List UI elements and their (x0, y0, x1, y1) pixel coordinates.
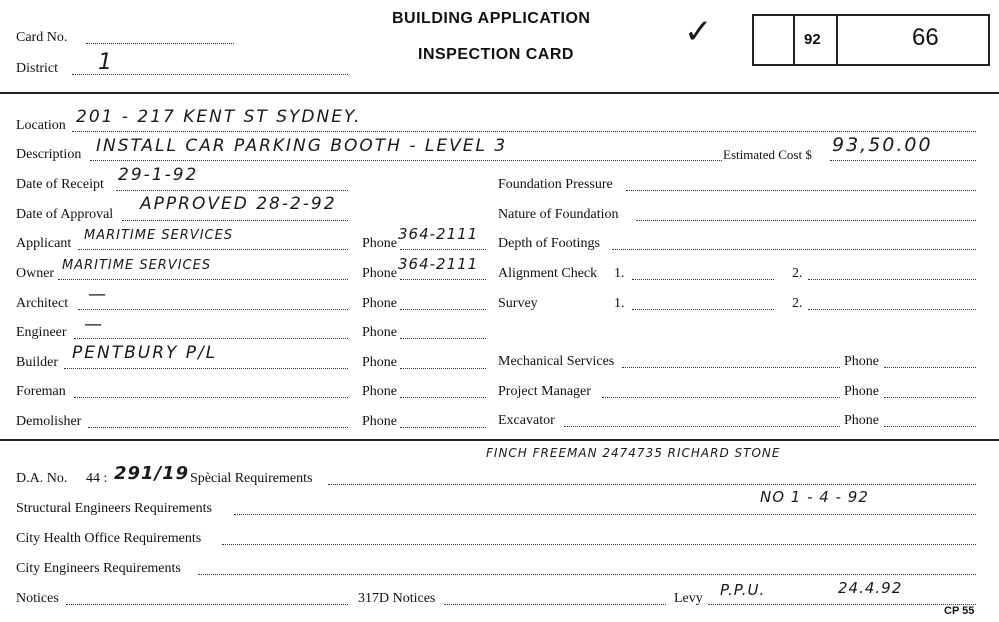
date-receipt-value: 29-1-92 (118, 165, 199, 185)
engineer-phone-label: Phone (362, 325, 397, 340)
estimated-cost-field (830, 160, 976, 161)
city-health-label: City Health Office Requirements (16, 531, 202, 546)
box-divider (793, 14, 795, 66)
applicant-value: MARITIME SERVICES (84, 228, 234, 243)
engineer-field (74, 338, 348, 339)
card-title-line1: BUILDING APPLICATION (392, 10, 591, 27)
city-engineers-field (198, 574, 976, 575)
architect-phone-label: Phone (362, 296, 397, 311)
date-approval-label: Date of Approval (16, 207, 114, 222)
demolisher-label: Demolisher (16, 414, 82, 429)
structural-engineers-field (234, 514, 976, 515)
foreman-phone-label: Phone (362, 384, 397, 399)
levy-label: Levy (674, 591, 703, 606)
alignment-1-label: 1. (614, 266, 625, 281)
nature-foundation-label: Nature of Foundation (498, 207, 619, 222)
date-approval-value: APPROVED 28-2-92 (140, 194, 337, 214)
location-field (72, 131, 976, 132)
mechanical-services-label: Mechanical Services (498, 354, 615, 369)
project-manager-phone-field (884, 397, 976, 398)
description-value: INSTALL CAR PARKING BOOTH - LEVEL 3 (96, 136, 508, 156)
box-divider (836, 14, 838, 66)
survey-2-label: 2. (792, 296, 803, 311)
foreman-field (74, 397, 348, 398)
depth-footings-field (612, 249, 976, 250)
district-label: District (16, 61, 58, 76)
owner-field (58, 279, 348, 280)
city-engineers-label: City Engineers Requirements (16, 561, 181, 576)
alignment-1-field (632, 279, 774, 280)
survey-label: Survey (498, 296, 538, 311)
special-requirements-label: Spècial Requirements (190, 471, 313, 486)
special-requirements-field (328, 484, 976, 485)
demolisher-phone-label: Phone (362, 414, 397, 429)
owner-phone-label: Phone (362, 266, 397, 281)
foundation-pressure-label: Foundation Pressure (498, 177, 613, 192)
levy-value: P.P.U. (720, 581, 766, 599)
demolisher-phone-field (400, 427, 486, 428)
estimated-cost-label: Estimated Cost $ (723, 147, 812, 162)
district-value: 1 (98, 50, 114, 75)
date-receipt-field (116, 190, 348, 191)
levy-field (708, 604, 976, 605)
box-year: 92 (804, 31, 821, 48)
location-value: 201 - 217 KENT ST SYDNEY. (76, 107, 362, 127)
notices-field (66, 604, 348, 605)
description-label: Description (16, 147, 82, 162)
estimated-cost-value: 93,50.00 (832, 134, 933, 156)
survey-1-label: 1. (614, 296, 625, 311)
notices-label: Notices (16, 591, 59, 606)
notices-317d-field (444, 604, 666, 605)
engineer-phone-field (400, 338, 486, 339)
demolisher-field (88, 427, 348, 428)
applicant-field (78, 249, 348, 250)
excavator-field (564, 426, 840, 427)
date-approval-field (122, 220, 348, 221)
owner-label: Owner (16, 266, 55, 281)
survey-1-field (632, 309, 774, 310)
builder-value: PENTBURY P/L (72, 343, 218, 363)
notices-317d-label: 317D Notices (358, 591, 436, 606)
form-code: CP 55 (944, 605, 975, 617)
foreman-phone-field (400, 397, 486, 398)
da-no-prefix: 44 : (86, 471, 108, 486)
divider-bottom (0, 439, 999, 441)
applicant-phone-label: Phone (362, 236, 397, 251)
card-number-box (752, 14, 990, 66)
location-label: Location (16, 118, 66, 133)
owner-phone-field (400, 279, 486, 280)
builder-phone-field (400, 368, 486, 369)
engineer-value: — (84, 314, 104, 335)
structural-note: NO 1 - 4 - 92 (760, 488, 869, 506)
applicant-phone-field (400, 249, 486, 250)
description-field (90, 160, 722, 161)
mechanical-phone-label: Phone (844, 354, 879, 369)
engineer-label: Engineer (16, 325, 67, 340)
check-mark-icon: ✓ (684, 12, 713, 52)
owner-value: MARITIME SERVICES (62, 258, 212, 273)
owner-phone-value: 364-2111 (398, 255, 479, 273)
foundation-pressure-field (626, 190, 976, 191)
card-title-line2: INSPECTION CARD (418, 46, 574, 63)
alignment-2-field (808, 279, 976, 280)
builder-field (64, 368, 348, 369)
mechanical-services-field (622, 367, 840, 368)
da-no-label: D.A. No. (16, 471, 68, 486)
da-no-value: 291/19 (114, 463, 190, 484)
divider-top (0, 92, 999, 94)
mechanical-phone-field (884, 367, 976, 368)
card-no-label: Card No. (16, 30, 68, 45)
project-manager-phone-label: Phone (844, 384, 879, 399)
special-requirements-note: FINCH FREEMAN 2474735 RICHARD STONE (486, 446, 781, 460)
alignment-check-label: Alignment Check (498, 266, 598, 281)
foreman-label: Foreman (16, 384, 66, 399)
levy-date: 24.4.92 (838, 579, 903, 597)
nature-foundation-field (636, 220, 976, 221)
card-no-field (86, 43, 234, 44)
applicant-label: Applicant (16, 236, 72, 251)
date-receipt-label: Date of Receipt (16, 177, 104, 192)
builder-phone-label: Phone (362, 355, 397, 370)
builder-label: Builder (16, 355, 58, 370)
architect-label: Architect (16, 296, 69, 311)
alignment-2-label: 2. (792, 266, 803, 281)
architect-value: — (88, 284, 108, 305)
architect-phone-field (400, 309, 486, 310)
box-number: 66 (912, 24, 939, 51)
excavator-phone-label: Phone (844, 413, 879, 428)
applicant-phone-value: 364-2111 (398, 225, 479, 243)
architect-field (78, 309, 348, 310)
project-manager-field (602, 397, 840, 398)
excavator-phone-field (884, 426, 976, 427)
structural-engineers-label: Structural Engineers Requirements (16, 501, 212, 516)
excavator-label: Excavator (498, 413, 555, 428)
project-manager-label: Project Manager (498, 384, 591, 399)
survey-2-field (808, 309, 976, 310)
city-health-field (222, 544, 976, 545)
depth-footings-label: Depth of Footings (498, 236, 600, 251)
